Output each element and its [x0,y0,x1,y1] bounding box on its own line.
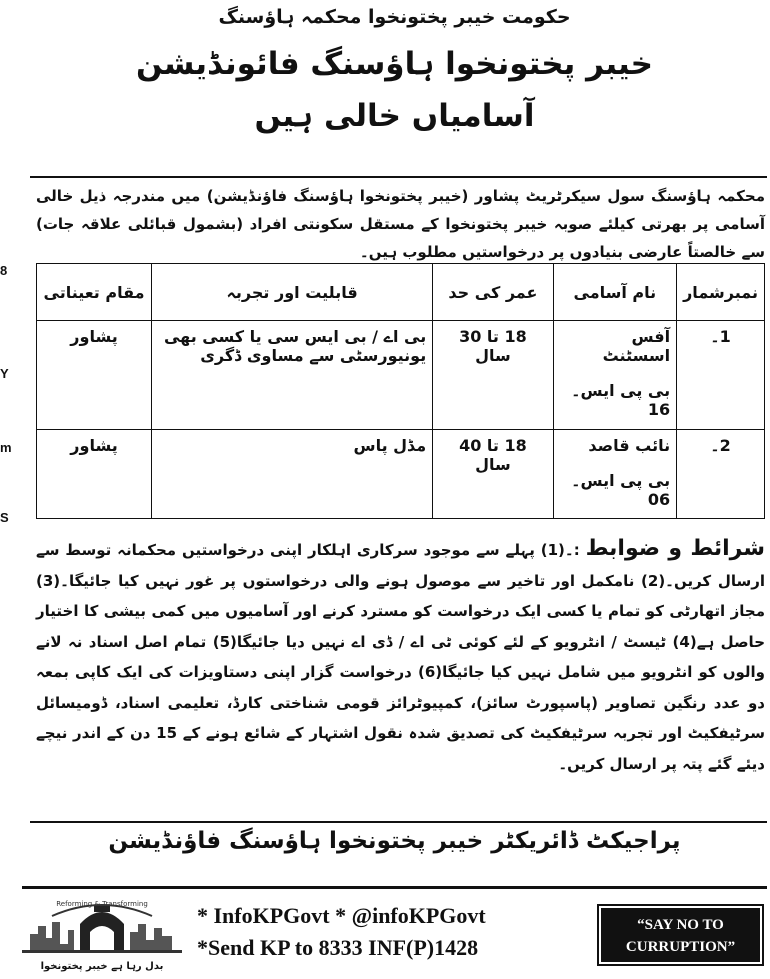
header-divider [30,176,767,178]
logo-tagline: Reforming & Transforming [56,900,148,908]
anti-corruption-line-2: CURRUPTION” [625,939,736,955]
edge-mark: S [0,510,9,525]
left-edge-marks [0,0,14,979]
intro-line-1: محکمہ ہاؤسنگ سول سیکرٹریٹ پشاور (خیبر پختونخوا ہاؤسنگ فاؤنڈیشن) میں مندرجہ ذیل خالی آسامی پر بھرتی کیلئے صوبہ خیبر پختونخوا [36,187,765,233]
issuing-authority: پراجیکٹ ڈائریکٹر خیبر پختونخوا ہاؤسنگ فاؤنڈیشن [108,828,681,854]
job-advertisement [22,6,767,973]
col-header-qualification: قابلیت اور تجربہ [152,264,433,321]
government-department-line: حکومت خیبر پختونخوا محکمہ ہاؤسنگ [218,6,571,28]
contact-info [197,900,577,964]
skyline-logo-icon [22,894,182,956]
footer-divider [22,886,767,889]
post-title: آفس اسسٹنٹ [602,327,671,365]
anti-corruption-line-1: “SAY NO TO [637,917,724,933]
kp-logo [22,894,182,972]
col-header-age-limit: عمر کی حد [433,264,553,321]
age-limit-cell: 18 تا 40 سال [433,429,553,518]
footer [22,890,767,974]
post-scale: بی پی ایس۔16 [571,381,671,419]
col-header-serial: نمبرشمار [677,264,765,321]
serial-cell: 2۔ [677,429,765,518]
post-name-cell [553,429,676,518]
table-row [37,429,765,518]
intro-paragraph [36,182,765,266]
edge-mark: 8 [0,263,8,278]
edge-mark: Y [0,366,9,381]
table-header-row [37,264,765,321]
foundation-title: خیبر پختونخوا ہاؤسنگ فائونڈیشن [135,46,654,82]
anti-corruption-badge [599,906,762,964]
terms-heading: شرائط و ضوابط [585,536,765,561]
col-header-post-name: نام آسامی [553,264,676,321]
post-title: نائب قاصد [588,435,671,455]
edge-mark: m [0,440,12,455]
social-handles: * InfoKPGovt * @infoKPGovt [197,903,486,928]
col-header-posting-place: مقام تعیناتی [37,264,152,321]
age-limit-cell: 18 تا 30 سال [433,321,553,430]
posting-place-cell: پشاور [37,429,152,518]
qualification-cell: مڈل پاس [152,429,433,518]
qualification-cell: بی اے / بی ایس سی یا کسی بھی یونیورسٹی سے مساوی ڈگری [152,321,433,430]
serial-cell: 1۔ [677,321,765,430]
vacancies-table [36,263,765,519]
terms-and-conditions [36,534,765,779]
post-scale: بی پی ایس۔06 [571,470,671,509]
intro-line-2: کے مستقل سکونتی افراد (بشمول قبائلی علاقہ جات) سے خالصتاً عارضی بنیادوں پر درخواستیں مطلوب ہیں۔ [36,215,765,261]
terms-body: :۔(1) پہلے سے موجود سرکاری اہلکار اپنی درخواستیں محکمانہ توسط سے ارسال کریں۔(2) نامکمل اور تاخیر سے موصول ہونے والی درخواستوں پر غور نہیں کیا جائیگا۔(3) مجاز اتھارٹی کو تمام یا کسی ایک درخواست کو مسترد کرنے اور آسامیوں میں کمی بیشی کا اختیار حاصل ہے(4) ٹیسٹ / انٹرویو کے لئے کوئی ٹی اے / ڈی اے نہیں دیا جائیگا(5) تمام اصل اسناد نہ لانے والوں کو انٹرویو میں شامل نہیں کیا جائیگا(6) درخواست گزار اپنی دستاویزات کی ایک کاپی بمعہ دو عدد رنگین تصاویر (پاسپورٹ سائز)، کمپیوٹرائز قومی شناختی کارڈ، تعلیمی اسناد، ڈومیسائل سرٹیفکیٹ اور تجربہ سرٹیفکیٹ کی تصدیق شدہ نقول اشتہار کے شائع ہونے کے 15 دن کے اندر نیچے دیئے گئے پتہ پر ارسال کریں۔ [36,541,766,773]
logo-caption: بدل رہا ہے خیبر پختونخوا [40,961,164,972]
posting-place-cell: پشاور [37,321,152,430]
sms-code-and-reference: *Send KP to 8333 INF(P)1428 [197,935,479,960]
signature-divider [30,821,767,823]
vacancies-heading: آسامیاں خالی ہیں [254,98,535,134]
table-row [37,321,765,430]
post-name-cell [553,321,676,430]
